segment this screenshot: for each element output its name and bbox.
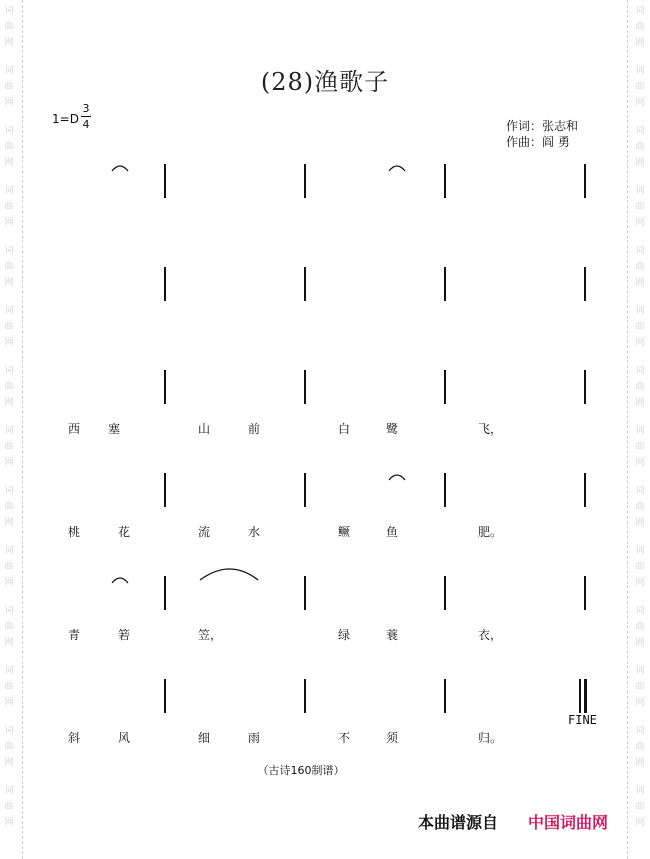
- watermark-char: 网: [635, 398, 645, 408]
- watermark-char: 词: [4, 546, 14, 556]
- song-title: (28)渔歌子: [260, 68, 390, 96]
- watermark-char: 词: [4, 606, 14, 616]
- lyric-syllable: 白: [338, 422, 351, 436]
- fine-marking: FINE: [568, 713, 597, 727]
- source-label: 本曲谱源自: [418, 813, 499, 832]
- score-system: [0, 584, 650, 604]
- watermark-char: 网: [635, 698, 645, 708]
- bar-line: [579, 679, 581, 713]
- lyric-syllable: 蓑: [386, 628, 399, 642]
- watermark-char: 网: [635, 458, 645, 468]
- bar-line: [164, 370, 166, 404]
- watermark-char: 网: [4, 458, 14, 468]
- bar-line: [584, 267, 586, 301]
- watermark-char: 词: [635, 246, 645, 256]
- bar-line: [444, 164, 446, 198]
- watermark-char: 网: [4, 278, 14, 288]
- phrase-slur: [200, 569, 258, 580]
- watermark-char: 词: [635, 6, 645, 16]
- watermark-char: 曲: [635, 142, 645, 152]
- bar-line: [304, 576, 306, 610]
- watermark-char: 曲: [4, 742, 14, 752]
- watermark-char: 网: [635, 758, 645, 768]
- bar-line: [444, 267, 446, 301]
- lyric-syllable: 不: [338, 731, 351, 745]
- lyric-syllable: 须: [386, 731, 399, 745]
- lyric-syllable: 风: [118, 731, 131, 745]
- bar-line: [304, 473, 306, 507]
- bar-line: [444, 473, 446, 507]
- watermark-char: 网: [4, 698, 14, 708]
- bar-line: [164, 164, 166, 198]
- lyric-syllable: 斜: [68, 731, 81, 745]
- watermark-char: 曲: [635, 22, 645, 32]
- watermark-char: 网: [635, 578, 645, 588]
- watermark-char: 网: [635, 278, 645, 288]
- score-system: [0, 687, 650, 707]
- watermark-char: 网: [4, 338, 14, 348]
- watermark-char: 词: [635, 606, 645, 616]
- watermark-char: 网: [635, 158, 645, 168]
- watermark-char: 网: [4, 818, 14, 828]
- lyric-syllable: 鹭: [386, 422, 399, 436]
- watermark-char: 词: [635, 726, 645, 736]
- tie-slur: [389, 475, 405, 480]
- watermark-char: 词: [635, 366, 645, 376]
- lyric-syllable: 桃: [68, 525, 81, 539]
- watermark-char: 网: [4, 758, 14, 768]
- lyric-syllable: 鱼: [386, 525, 399, 539]
- watermark-char: 网: [4, 98, 14, 108]
- watermark-char: 曲: [4, 82, 14, 92]
- watermark-char: 曲: [635, 622, 645, 632]
- lyric-syllable: 流: [198, 525, 211, 539]
- watermark-char: 曲: [635, 382, 645, 392]
- watermark-char: 词: [4, 246, 14, 256]
- watermark-char: 曲: [4, 562, 14, 572]
- bar-line: [304, 267, 306, 301]
- lyric-syllable: 前: [248, 422, 261, 436]
- watermark-char: 网: [635, 218, 645, 228]
- watermark-char: 曲: [635, 82, 645, 92]
- watermark-char: 词: [4, 66, 14, 76]
- watermark-char: 词: [635, 786, 645, 796]
- lyric-syllable: 肥。: [478, 525, 503, 539]
- tie-slur: [112, 578, 128, 583]
- bar-line: [304, 370, 306, 404]
- bar-line: [304, 679, 306, 713]
- bar-line: [444, 576, 446, 610]
- watermark-char: 曲: [4, 22, 14, 32]
- lyric-syllable: 细: [198, 731, 211, 745]
- lyric-syllable: 塞: [108, 422, 121, 436]
- lyric-syllable: 雨: [248, 731, 261, 745]
- watermark-char: 词: [635, 66, 645, 76]
- lyric-syllable: 鳜: [338, 525, 351, 539]
- watermark-char: 网: [635, 338, 645, 348]
- watermark-char: 曲: [4, 502, 14, 512]
- watermark-char: 词: [4, 486, 14, 496]
- watermark-char: 词: [635, 306, 645, 316]
- lyric-syllable: 笠，: [198, 628, 223, 642]
- watermark-char: 网: [4, 38, 14, 48]
- right-margin-line: [627, 0, 628, 859]
- watermark-char: 词: [635, 126, 645, 136]
- watermark-char: 词: [635, 426, 645, 436]
- watermark-char: 词: [4, 786, 14, 796]
- tie-slur: [112, 166, 128, 171]
- watermark-char: 词: [4, 186, 14, 196]
- watermark-char: 词: [4, 366, 14, 376]
- watermark-char: 曲: [4, 382, 14, 392]
- time-signature-top: 3: [82, 102, 90, 115]
- bar-line: [164, 473, 166, 507]
- watermark-char: 词: [4, 666, 14, 676]
- watermark-char: 词: [4, 426, 14, 436]
- watermark-char: 曲: [4, 802, 14, 812]
- watermark-char: 网: [4, 158, 14, 168]
- bar-line: [584, 370, 586, 404]
- left-margin-line: [22, 0, 23, 859]
- lyric-syllable: 飞，: [478, 422, 503, 436]
- watermark-char: 词: [635, 186, 645, 196]
- watermark-char: 曲: [635, 742, 645, 752]
- time-signature: [80, 102, 92, 131]
- watermark-char: 网: [4, 518, 14, 528]
- watermark-char: 网: [4, 398, 14, 408]
- watermark-char: 网: [4, 578, 14, 588]
- lyric-syllable: 水: [248, 525, 261, 539]
- watermark-char: 曲: [635, 682, 645, 692]
- watermark-char: 曲: [635, 562, 645, 572]
- watermark-char: 曲: [635, 802, 645, 812]
- watermark-char: 网: [635, 818, 645, 828]
- lyric-syllable: 绿: [338, 628, 351, 642]
- time-signature-bottom: 4: [82, 118, 90, 131]
- final-bar-line: [584, 679, 587, 713]
- watermark-char: 网: [635, 38, 645, 48]
- bar-line: [444, 370, 446, 404]
- site-name: 中国词曲网: [528, 813, 609, 832]
- watermark-char: 曲: [635, 262, 645, 272]
- watermark-char: 词: [635, 546, 645, 556]
- watermark-char: 词: [4, 126, 14, 136]
- watermark-char: 网: [635, 638, 645, 648]
- lyric-syllable: 归。: [478, 731, 503, 745]
- score-system: [0, 172, 650, 192]
- watermark-char: 曲: [4, 622, 14, 632]
- lyric-syllable: 花: [118, 525, 131, 539]
- score-system: [0, 378, 650, 398]
- watermark-char: 网: [635, 518, 645, 528]
- watermark-char: 网: [4, 218, 14, 228]
- watermark-char: 词: [4, 306, 14, 316]
- lyric-syllable: 山: [198, 422, 211, 436]
- watermark-char: 网: [4, 638, 14, 648]
- watermark-char: 曲: [635, 502, 645, 512]
- watermark-char: 词: [635, 486, 645, 496]
- lyricist-credit: 作词：张志和: [506, 119, 579, 133]
- arrangement-note: （古诗160制谱）: [257, 764, 345, 777]
- bar-line: [304, 164, 306, 198]
- watermark-char: 曲: [4, 322, 14, 332]
- watermark-char: 词: [635, 666, 645, 676]
- watermark-char: 曲: [635, 442, 645, 452]
- bar-line: [164, 679, 166, 713]
- lyric-syllable: 衣，: [478, 628, 503, 642]
- lyric-syllable: 箬: [118, 628, 131, 642]
- bar-line: [584, 473, 586, 507]
- bar-line: [584, 164, 586, 198]
- bar-line: [164, 267, 166, 301]
- score-system: [0, 275, 650, 295]
- watermark-char: 曲: [635, 322, 645, 332]
- watermark-char: 曲: [4, 202, 14, 212]
- composer-credit: 作曲：阎 勇: [506, 135, 570, 149]
- lyric-syllable: 西: [68, 422, 81, 436]
- lyric-syllable: 青: [68, 628, 81, 642]
- watermark-char: 曲: [4, 442, 14, 452]
- watermark-char: 词: [4, 6, 14, 16]
- watermark-char: 曲: [4, 682, 14, 692]
- watermark-char: 曲: [4, 142, 14, 152]
- bar-line: [584, 576, 586, 610]
- watermark-char: 曲: [635, 202, 645, 212]
- tie-slur: [389, 166, 405, 171]
- watermark-char: 曲: [4, 262, 14, 272]
- key-signature: 1=D: [52, 112, 79, 126]
- bar-line: [444, 679, 446, 713]
- watermark-char: 词: [4, 726, 14, 736]
- bar-line: [164, 576, 166, 610]
- watermark-char: 网: [635, 98, 645, 108]
- score-system: [0, 481, 650, 501]
